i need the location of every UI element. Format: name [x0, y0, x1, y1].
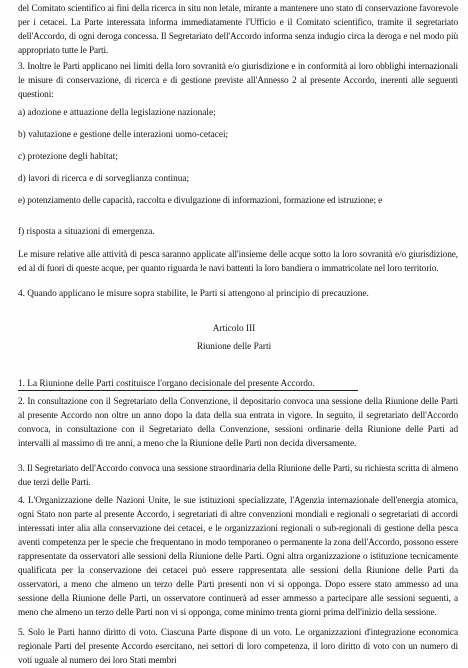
list-item-e: e) potenziamento delle capacità, raccolta e divulgazione di informazioni, formazione ed istruzione; e	[18, 196, 383, 206]
paragraph-fishing: Le misure relative alle attività di pesca saranno applicate all'insieme delle acque sotto la loro sovranità e/o giurisdizione, ed al di fuori di queste acque, per quanto riguarda le navi battenti la loro bandiera o immatricolate nel loro territorio.	[18, 250, 458, 274]
list-item-c: c) protezione degli habitat;	[18, 152, 118, 162]
list-item-d: d) lavori di ricerca e di sorveglianza continua;	[18, 174, 190, 184]
article-title: Articolo III	[212, 324, 256, 334]
underline-mark	[18, 390, 358, 391]
intro-paragraph: del Comitato scientifico ai fini della ricerca in situ non letale, mirante a mantenere uno stato di conservazione favorevole per i cetacei. La Parte interessata informa immediatamente l'Ufficio e il Comitato scientifico, tramite il segretariato dell'Accordo, di ogni deroga concessa. Il Segretariato dell'Accordo informa senza indugio circa la deroga e nel modo più appropriato tutte le Parti.	[18, 4, 458, 56]
article-paragraph-1: 1. La Riunione delle Parti costituisce l'organo decisionale del presente Accordo.	[18, 379, 315, 389]
list-item-b: b) valutazione e gestione delle interazioni uomo-cetacei;	[18, 130, 229, 140]
paragraph-3: 3. Inoltre le Parti applicano nei limiti della loro sovranità e/o giurisdizione e in conformità ai loro obblighi internazionali le misure di conservazione, di ricerca e di gestione previste all'Annesso 2 al presente Accordo, inerenti alle seguenti questioni:	[18, 62, 458, 100]
article-paragraph-5: 5. Solo le Parti hanno diritto di voto. Ciascuna Parte dispone di un voto. Le organizzazioni d'integrazione economica regionale Parti del presente Accordo esercitano, nei settori di loro competenza, il loro diritto di voto con un numero di voti uguale al numero dei loro Stati membri	[18, 628, 458, 666]
article-paragraph-4: 4. L'Organizzazione delle Nazioni Unite, le sue istituzioni specializzate, l'Agenzia internazionale dell'energia atomica, ogni Stato non parte al presente Accordo, i segretariati di altre convenzioni mondiali e regionali o segretariati di accordi interessati inter alia alla conservazione dei cetacei, e le organizzazioni regionali o sub-regionali di gestione della pesca aventi competenza per le specie che frequentano in modo temporaneo o permanente la zona dell'Accordo, possono essere rappresentate da osservatori alle sessioni della Riunione delle Parti. Ogni altra organizzazione o istituzione tecnicamente qualificata per la conservazione dei cetacei può essere rappresentata alle sessioni della Riunione delle Parti da osservatori, a meno che almeno un terzo delle Parti presenti non vi si opponga. Dopo essere stato ammesso ad una sessione della Riunione delle Parti, un osservatore continuerà ad esser ammesso a partecipare alle sessioni seguenti, a meno che almeno un terzo delle Parti non vi si opponga, come minimo trenta giorni prima dell'inizio della sessione.	[18, 496, 458, 618]
list-item-a: a) adozione e attuazione della legislazione nazionale;	[18, 108, 216, 118]
article-paragraph-2: 2. In consultazione con il Segretariato della Convenzione, il depositario convoca una sessione della Riunione delle Parti al presente Accordo non oltre un anno dopo la data della sua entrata in vigore. In seguito, il segretariato dell'Accordo convoca, in consultazione con il Segretariato della Convenzione, sessioni ordinarie della Riunione delle Parti ad intervalli al massimo di tre anni, a meno che la Riunione delle Parti non decida diversamente.	[18, 397, 458, 449]
article-paragraph-3: 3. Il Segretariato dell'Accordo convoca una sessione straordinaria della Riunione delle Parti, su richiesta scritta di almeno due terzi delle Parti.	[18, 464, 458, 488]
article-subtitle: Riunione delle Parti	[196, 342, 272, 352]
list-item-f: f) risposta a situazioni di emergenza.	[18, 227, 155, 237]
paragraph-4: 4. Quando applicano le misure sopra stabilite, le Parti si attengono al principio di precauzione.	[18, 289, 369, 299]
